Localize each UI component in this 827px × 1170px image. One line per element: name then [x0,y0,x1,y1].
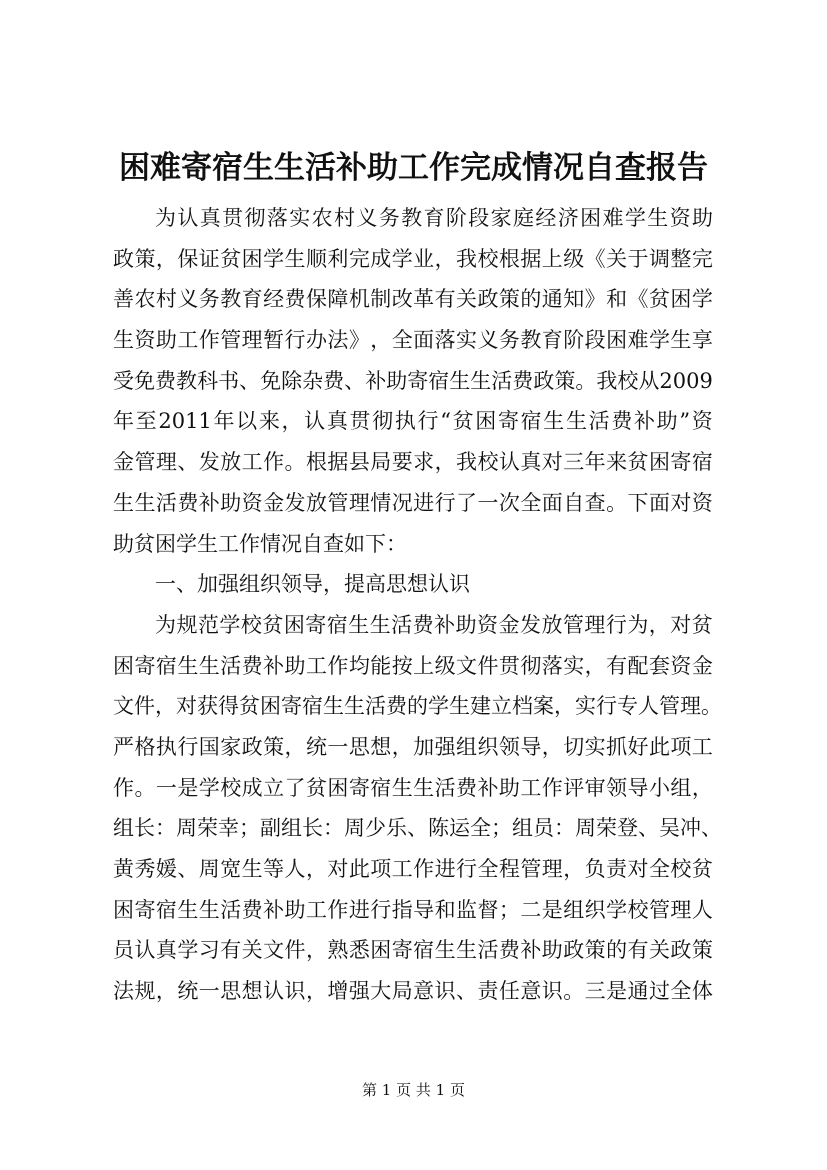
page-footer: 第 1 页 共 1 页 [362,1081,465,1099]
body-line: 组 长 ： 周 荣 幸 ； 副 组 长 ： 周 少 乐 、 陈 运 全 ； 组 员 ： 周 荣 登 、 吴 冲 、 [113,816,722,841]
body-line: 员 认 真 学 习 有 关 文 件 ， 熟 悉 困 寄 宿 生 生 活 费 补 助 政 策 的 有 关 政 策 [113,938,713,963]
document-title: 困难寄宿生生活补助工作完成情况自查报告 [119,150,708,186]
body-line: 生 资 助 工 作 管 理 暂 行 办 法 》 ， 全 面 落 实 义 务 教 育 阶 段 困 难 学 生 享 [113,328,713,353]
body-line: 一、加强组织领导，提高思想认识 [155,572,470,597]
body-line: 困 寄 宿 生 生 活 费 补 助 工 作 均 能 按 上 级 文 件 贯 彻 落 实 ， 有 配 套 资 金 [113,653,713,678]
body-line: 年 至 2011 年 以 来 ， 认 真 贯 彻 执 行 “ 贫 困 寄 宿 生 生 活 费 补 助 ” 资 [113,409,713,434]
body-line: 受 免 费 教 科 书 、 免 除 杂 费 、 补 助 寄 宿 生 生 活 费 政 策 。 我 校 从 2009 [113,368,713,393]
body-line: 为 认 真 贯 彻 落 实 农 村 义 务 教 育 阶 段 家 庭 经 济 困 难 学 生 资 助 [155,206,713,230]
body-line: 金 管 理 、 发 放 工 作 。 根 据 县 局 要 求 ， 我 校 认 真 对 三 年 来 贫 困 寄 宿 [113,450,713,475]
body-line: 困 寄 宿 生 生 活 费 补 助 工 作 进 行 指 导 和 监 督 ； 二 是 组 织 学 校 管 理 人 [113,897,713,922]
body-line: 善 农 村 义 务 教 育 经 费 保 障 机 制 改 革 有 关 政 策 的 通 知 》 和 《 贫 困 学 [113,287,713,312]
body-line: 严 格 执 行 国 家 政 策 ， 统 一 思 想 ， 加 强 组 织 领 导 ， 切 实 抓 好 此 项 工 [113,734,713,759]
body-line: 生 生 活 费 补 助 资 金 发 放 管 理 情 况 进 行 了 一 次 全 面 自 查 。 下 面 对 资 [113,490,713,515]
body-line: 文 件 ， 对 获 得 贫 困 寄 宿 生 生 活 费 的 学 生 建 立 档 案 ， 实 行 专 人 管 理 。 [113,694,722,719]
body-line: 黄 秀 媛 、 周 宽 生 等 人 ， 对 此 项 工 作 进 行 全 程 管 理 ， 负 责 对 全 校 贫 [113,857,713,881]
body-line: 法 规 ， 统 一 思 想 认 识 ， 增 强 大 局 意 识 、 责 任 意 识 。 三 是 通 过 全 体 [113,979,713,1004]
body-line: 作 。 一 是 学 校 成 立 了 贫 困 寄 宿 生 生 活 费 补 助 工 作 评 审 领 导 小 组 ， [113,775,713,800]
document-body [113,198,722,1012]
body-line: 助贫困学生工作情况自查如下： [113,531,407,556]
body-line: 为 规 范 学 校 贫 困 寄 宿 生 生 活 费 补 助 资 金 发 放 管 理 行 为 ， 对 贫 [155,612,713,637]
body-line: 政 策 ， 保 证 贫 困 学 生 顺 利 完 成 学 业 ， 我 校 根 据 上 级 《 关 于 调 整 完 [113,246,713,271]
